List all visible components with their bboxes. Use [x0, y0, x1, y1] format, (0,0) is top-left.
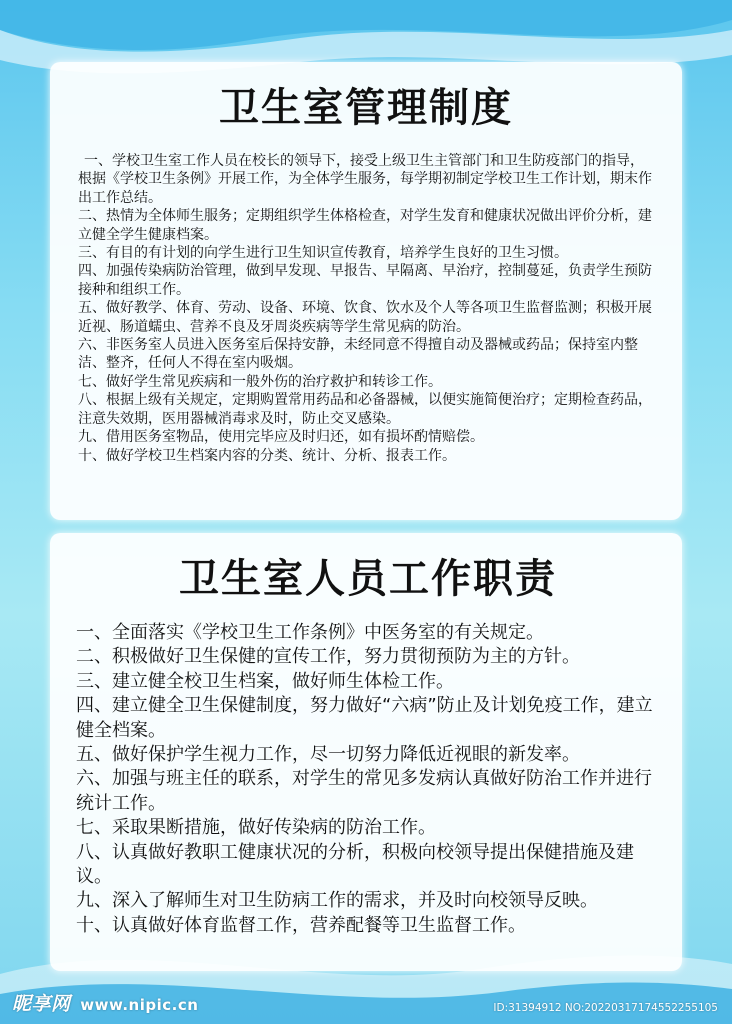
list-item: 五、做好教学、体育、劳动、设备、环境、饮食、饮水及个人等各项卫生监督监测；积极开展近视、肠道蠕虫、营养不良及牙周炎疾病等学生常见病的防治。 — [78, 300, 652, 335]
list-item: 十、认真做好体育监督工作，营养配餐等卫生监督工作。 — [76, 914, 526, 936]
list-item: 二、热情为全体师生服务；定期组织学生体格检查，对学生发育和健康状况做出评价分析，建立健全学生健康档案。 — [78, 208, 652, 243]
list-item: 三、建立健全校卫生档案，做好师生体检工作。 — [76, 670, 454, 692]
image-id-watermark: ID:31394912 NO:20220317174552255105 — [493, 1002, 718, 1014]
list-item: 七、采取果断措施，做好传染病的防治工作。 — [76, 817, 436, 839]
list-item: 一、学校卫生室工作人员在校长的领导下，接受上级卫生主管部门和卫生防疫部门的指导，根据《学校卫生条例》开展工作，为全体学生服务，每学期初制定学校卫生工作计划，期末作出工作总结。 — [78, 153, 652, 206]
list-item: 四、加强传染病防治管理，做到早发现、早报告、早隔离、早治疗，控制蔓延，负责学生预防接种和组织工作。 — [78, 263, 652, 298]
list-item: 七、做好学生常见疾病和一般外伤的治疗救护和转诊工作。 — [78, 373, 442, 390]
staff-duties-panel — [50, 533, 682, 971]
section1-list — [78, 152, 654, 465]
list-item: 九、深入了解师生对卫生防病工作的需求，并及时向校领导反映。 — [76, 890, 598, 912]
list-item: 五、做好保护学生视力工作，尽一切努力降低近视眼的新发率。 — [76, 744, 580, 766]
site-watermark — [12, 989, 198, 1016]
section1-title: 卫生室管理制度 — [219, 85, 513, 131]
list-item: 八、认真做好教职工健康状况的分析，积极向校领导提出保健措施及建议。 — [76, 841, 634, 888]
management-rules-panel — [50, 62, 682, 520]
list-item: 二、积极做好卫生保健的宣传工作，努力贯彻预防为主的方针。 — [76, 646, 580, 668]
list-item: 十、做好学校卫生档案内容的分类、统计、分析、报表工作。 — [78, 447, 456, 464]
list-item: 一、全面落实《学校卫生工作条例》中医务室的有关规定。 — [76, 622, 544, 643]
list-item: 九、借用医务室物品，使用完毕应及时归还，如有损坏酌情赔偿。 — [78, 429, 484, 446]
list-item: 六、加强与班主任的联系，对学生的常见多发病认真做好防治工作并进行统计工作。 — [76, 768, 652, 814]
watermark-site: www.nipic.cn — [80, 996, 199, 1014]
section2-list — [76, 621, 660, 938]
section2-title: 卫生室人员工作职责 — [179, 556, 557, 602]
list-item: 八、根据上级有关规定，定期购置常用药品和必备器械，以便实施简便治疗；定期检查药品，注意失效期，医用器械消毒求及时，防止交叉感染。 — [78, 392, 652, 427]
list-item: 六、非医务室人员进入医务室后保持安静，未经同意不得擅自动及器械或药品；保持室内整洁、整齐，任何人不得在室内吸烟。 — [78, 337, 638, 372]
watermark-logo: 昵享网 — [12, 993, 71, 1015]
list-item: 三、有目的有计划的向学生进行卫生知识宣传教育，培养学生良好的卫生习惯。 — [78, 245, 568, 262]
list-item: 四、建立健全卫生保健制度，努力做好“六病”防止及计划免疫工作，建立健全档案。 — [76, 695, 653, 741]
